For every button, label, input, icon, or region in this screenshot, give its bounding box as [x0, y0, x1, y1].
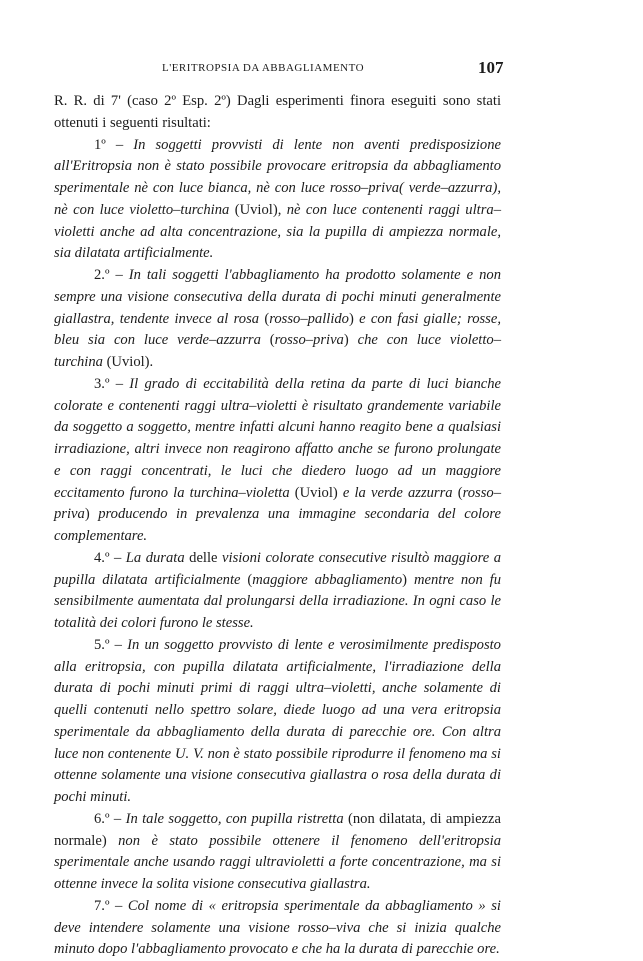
italic-text: Il grado di eccitabilità della retina da parte di luci bianche colorate e contenenti raggi ultra–violetti è risultato grandemente variabile da soggetto a soggetto, mentre infatti alcuni hanno reagito bene a qualsiasi irradiazione, altri invece non reagirono affatto anche se furono prolungate e con raggi concentrati, le luci che diedero luogo ad un maggiore eccitamento furono la turchina–violetta — [54, 375, 501, 501]
running-title: L'ERITROPSIA DA ABBAGLIAMENTO — [162, 62, 365, 74]
italic-text: rosso–priva — [274, 332, 344, 349]
roman-text: ( — [269, 332, 275, 349]
page-number: 107 — [478, 58, 504, 77]
body-text — [54, 91, 501, 961]
roman-text: ) — [348, 310, 360, 327]
roman-text: ) — [343, 332, 358, 349]
roman-text: (Uviol). — [106, 354, 154, 370]
italic-text: In tali soggetti l'abbagliamento ha prodotto solamente e non sempre una visione consecutiva della durata di pochi minuti generalmente giallastra, tendente invece al rosa — [54, 267, 501, 327]
paragraph-number: 5.º – — [94, 636, 122, 653]
italic-text: e la verde azzurra — [342, 484, 458, 501]
italic-text: visioni colorate consecutive risultò maggiore a pupilla dilatata artificialmente — [54, 549, 501, 588]
roman-text: ) — [84, 506, 99, 523]
roman-text: ( — [457, 484, 463, 501]
roman-text: ( — [264, 310, 270, 327]
paragraph-number: 7.º – — [94, 897, 123, 914]
roman-text: ( — [247, 571, 253, 588]
italic-text: che con luce violetto–turchina — [54, 332, 501, 370]
result-paragraph — [54, 548, 501, 635]
intro-paragraph: R. R. di 7' (caso 2º Esp. 2º) Dagli esperimenti finora eseguiti sono stati ottenuti i seguenti risultati: — [54, 93, 501, 131]
paragraph-number: 1º – — [94, 136, 124, 153]
paragraph-number: 6.º – — [94, 810, 122, 827]
running-head — [0, 60, 643, 80]
roman-text: (Uviol) — [294, 484, 343, 501]
italic-text: La durata — [125, 549, 190, 566]
italic-text: non è stato possibile ottenere il fenomeno dell'eritropsia sperimentale anche usando raggi ultravioletti a forte concentrazione, ma si ottenne invece la solita visione consecutiva giallastra. — [54, 832, 501, 892]
italic-text: In tale soggetto, con pupilla ristretta — [125, 810, 349, 827]
result-paragraph — [54, 809, 501, 896]
paragraph-number: 2.º – — [94, 267, 123, 283]
result-paragraph — [54, 896, 501, 961]
roman-text: delle — [189, 549, 223, 566]
roman-text: (Uviol), — [234, 201, 287, 218]
italic-text: producendo in prevalenza una immagine secondaria del colore complementare. — [54, 506, 501, 544]
italic-text: Col nome di « eritropsia sperimentale da abbagliamento » si deve intendere solamente una visione rosso–viva che si inizia qualche minuto dopo l'abbagliamento provocato e che ha la durata di parecchie ore. — [54, 897, 501, 958]
italic-text: maggiore abbagliamento — [252, 571, 403, 588]
result-paragraph — [54, 374, 501, 548]
italic-text: nè con luce contenenti raggi ultra–violetti anche ad alta concentrazione, sia la pupilla di ampiezza normale, sia dilatata artificialmente. — [54, 201, 501, 262]
roman-text: ) — [402, 571, 414, 588]
italic-text: rosso–priva — [54, 484, 501, 523]
result-paragraph — [54, 265, 501, 374]
paragraph-number: 4.º – — [94, 549, 122, 566]
italic-text: mentre non fu sensibilmente aumentata dal prolungarsi della irradiazione. In ogni caso le totalità dei colori furono le stesse. — [54, 571, 501, 631]
italic-text: rosso–pallido — [269, 310, 349, 327]
italic-text: In soggetti provvisti di lente non aventi predisposizione all'Eritropsia non è stato possibile provocare eritropsia da abbagliamento sperimentale nè con luce bianca, nè con luce rosso–priva( verde–azzurra), nè con luce violetto–turchina — [54, 136, 501, 218]
italic-text: e con fasi gialle; rosse, bleu sia con luce verde–azzurra — [54, 310, 501, 349]
roman-text: (non dilatata, di ampiezza normale) — [54, 810, 501, 849]
paragraph-number: 3.º – — [94, 375, 124, 392]
result-paragraph — [54, 635, 501, 809]
italic-text: In un soggetto provvisto di lente e verosimilmente predisposto alla eritropsia, con pupilla dilatata artificialmente, l'irradiazione della durata di pochi minuti primi di raggi ultra–violetti, anche solamente di quelli contenuti nello spettro solare, diede luogo ad una vera eritropsia sperimentale da abbagliamento della durata di parecchie ore. Con altra luce non contenente U. V. non è stato possibile riprodurre il fenomeno ma si ottenne solamente una visione consecutiva giallastra o rosa della durata di pochi minuti. — [54, 636, 501, 805]
result-paragraph — [54, 135, 501, 266]
